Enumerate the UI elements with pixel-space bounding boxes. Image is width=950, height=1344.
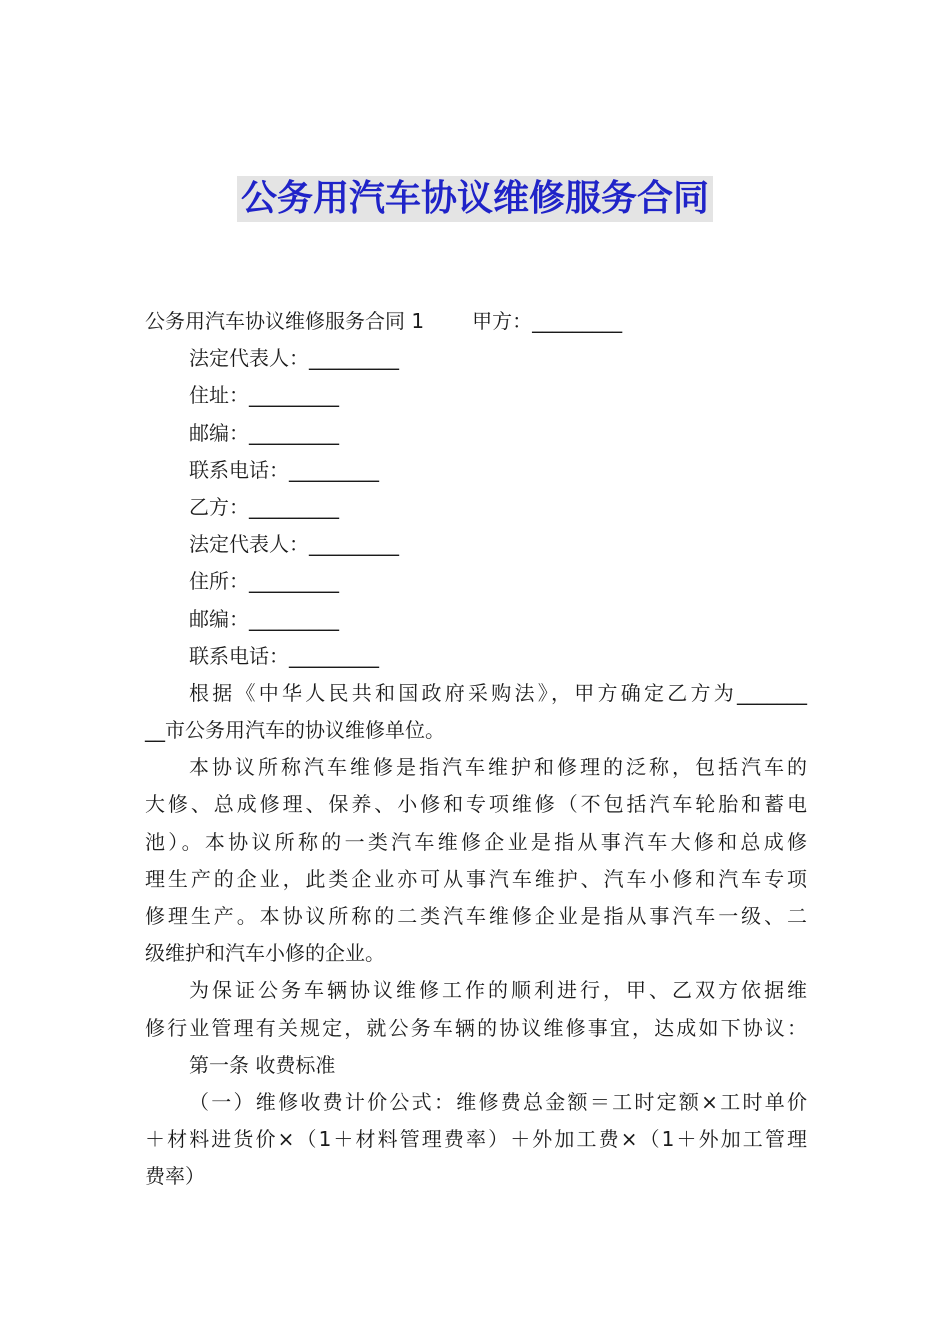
- section-heading: 第一条 收费标准: [189, 1052, 336, 1077]
- party-a-address: 住址：_________: [189, 383, 339, 408]
- party-b-phone: 联系电话：_________: [189, 643, 379, 668]
- paragraph-line: 修行业管理有关规定，就公务车辆的协议维修事宜，达成如下协议：: [145, 1015, 807, 1040]
- header-line: [145, 303, 807, 340]
- paragraph-line: 池）。本协议所称的一类汽车维修企业是指从事汽车大修和总成修: [145, 829, 807, 854]
- paragraph-line: 修理生产。本协议所称的二类汽车维修企业是指从事汽车一级、二: [145, 904, 807, 928]
- paragraph-line: ＋材料进货价×（1＋材料管理费率）＋外加工费×（1＋外加工管理: [145, 1127, 807, 1152]
- paragraph-line: 本协议所称汽车维修是指汽车维护和修理的泛称，包括汽车的: [189, 755, 807, 780]
- party-b-postcode: 邮编：_________: [189, 606, 339, 631]
- paragraph-line: 费率）: [145, 1164, 205, 1189]
- paragraph-line: __市公务用汽车的协议维修单位。: [145, 718, 445, 743]
- paragraph-line: 级维护和汽车小修的企业。: [145, 941, 385, 966]
- party-a-phone: 联系电话：_________: [189, 457, 379, 482]
- party-b-address: 住所：_________: [189, 569, 339, 594]
- party-a-postcode: 邮编：_________: [189, 420, 339, 445]
- paragraph-line: 根据《中华人民共和国政府采购法》，甲方确定乙方为_______: [189, 680, 807, 705]
- contract-heading: 公务用汽车协议维修服务合同 1: [145, 309, 425, 333]
- document-title: 公务用汽车协议维修服务合同: [237, 176, 713, 222]
- party-b-representative: 法定代表人：_________: [189, 532, 399, 557]
- paragraph-line: 大修、总成修理、保养、小修和专项维修（不包括汽车轮胎和蓄电: [145, 792, 807, 817]
- party-b-field: 乙方：_________: [189, 494, 339, 519]
- paragraph-line: 理生产的企业，此类企业亦可从事汽车维护、汽车小修和汽车专项: [145, 866, 807, 891]
- paragraph-line: （一）维修收费计价公式：维修费总金额＝工时定额×工时单价: [189, 1089, 807, 1114]
- document-body: [145, 303, 807, 1196]
- party-a-field: 甲方：_________: [472, 309, 623, 333]
- title-container: [0, 176, 950, 222]
- paragraph-line: 为保证公务车辆协议维修工作的顺利进行，甲、乙双方依据维: [189, 978, 807, 1003]
- party-a-representative: 法定代表人：_________: [189, 346, 399, 371]
